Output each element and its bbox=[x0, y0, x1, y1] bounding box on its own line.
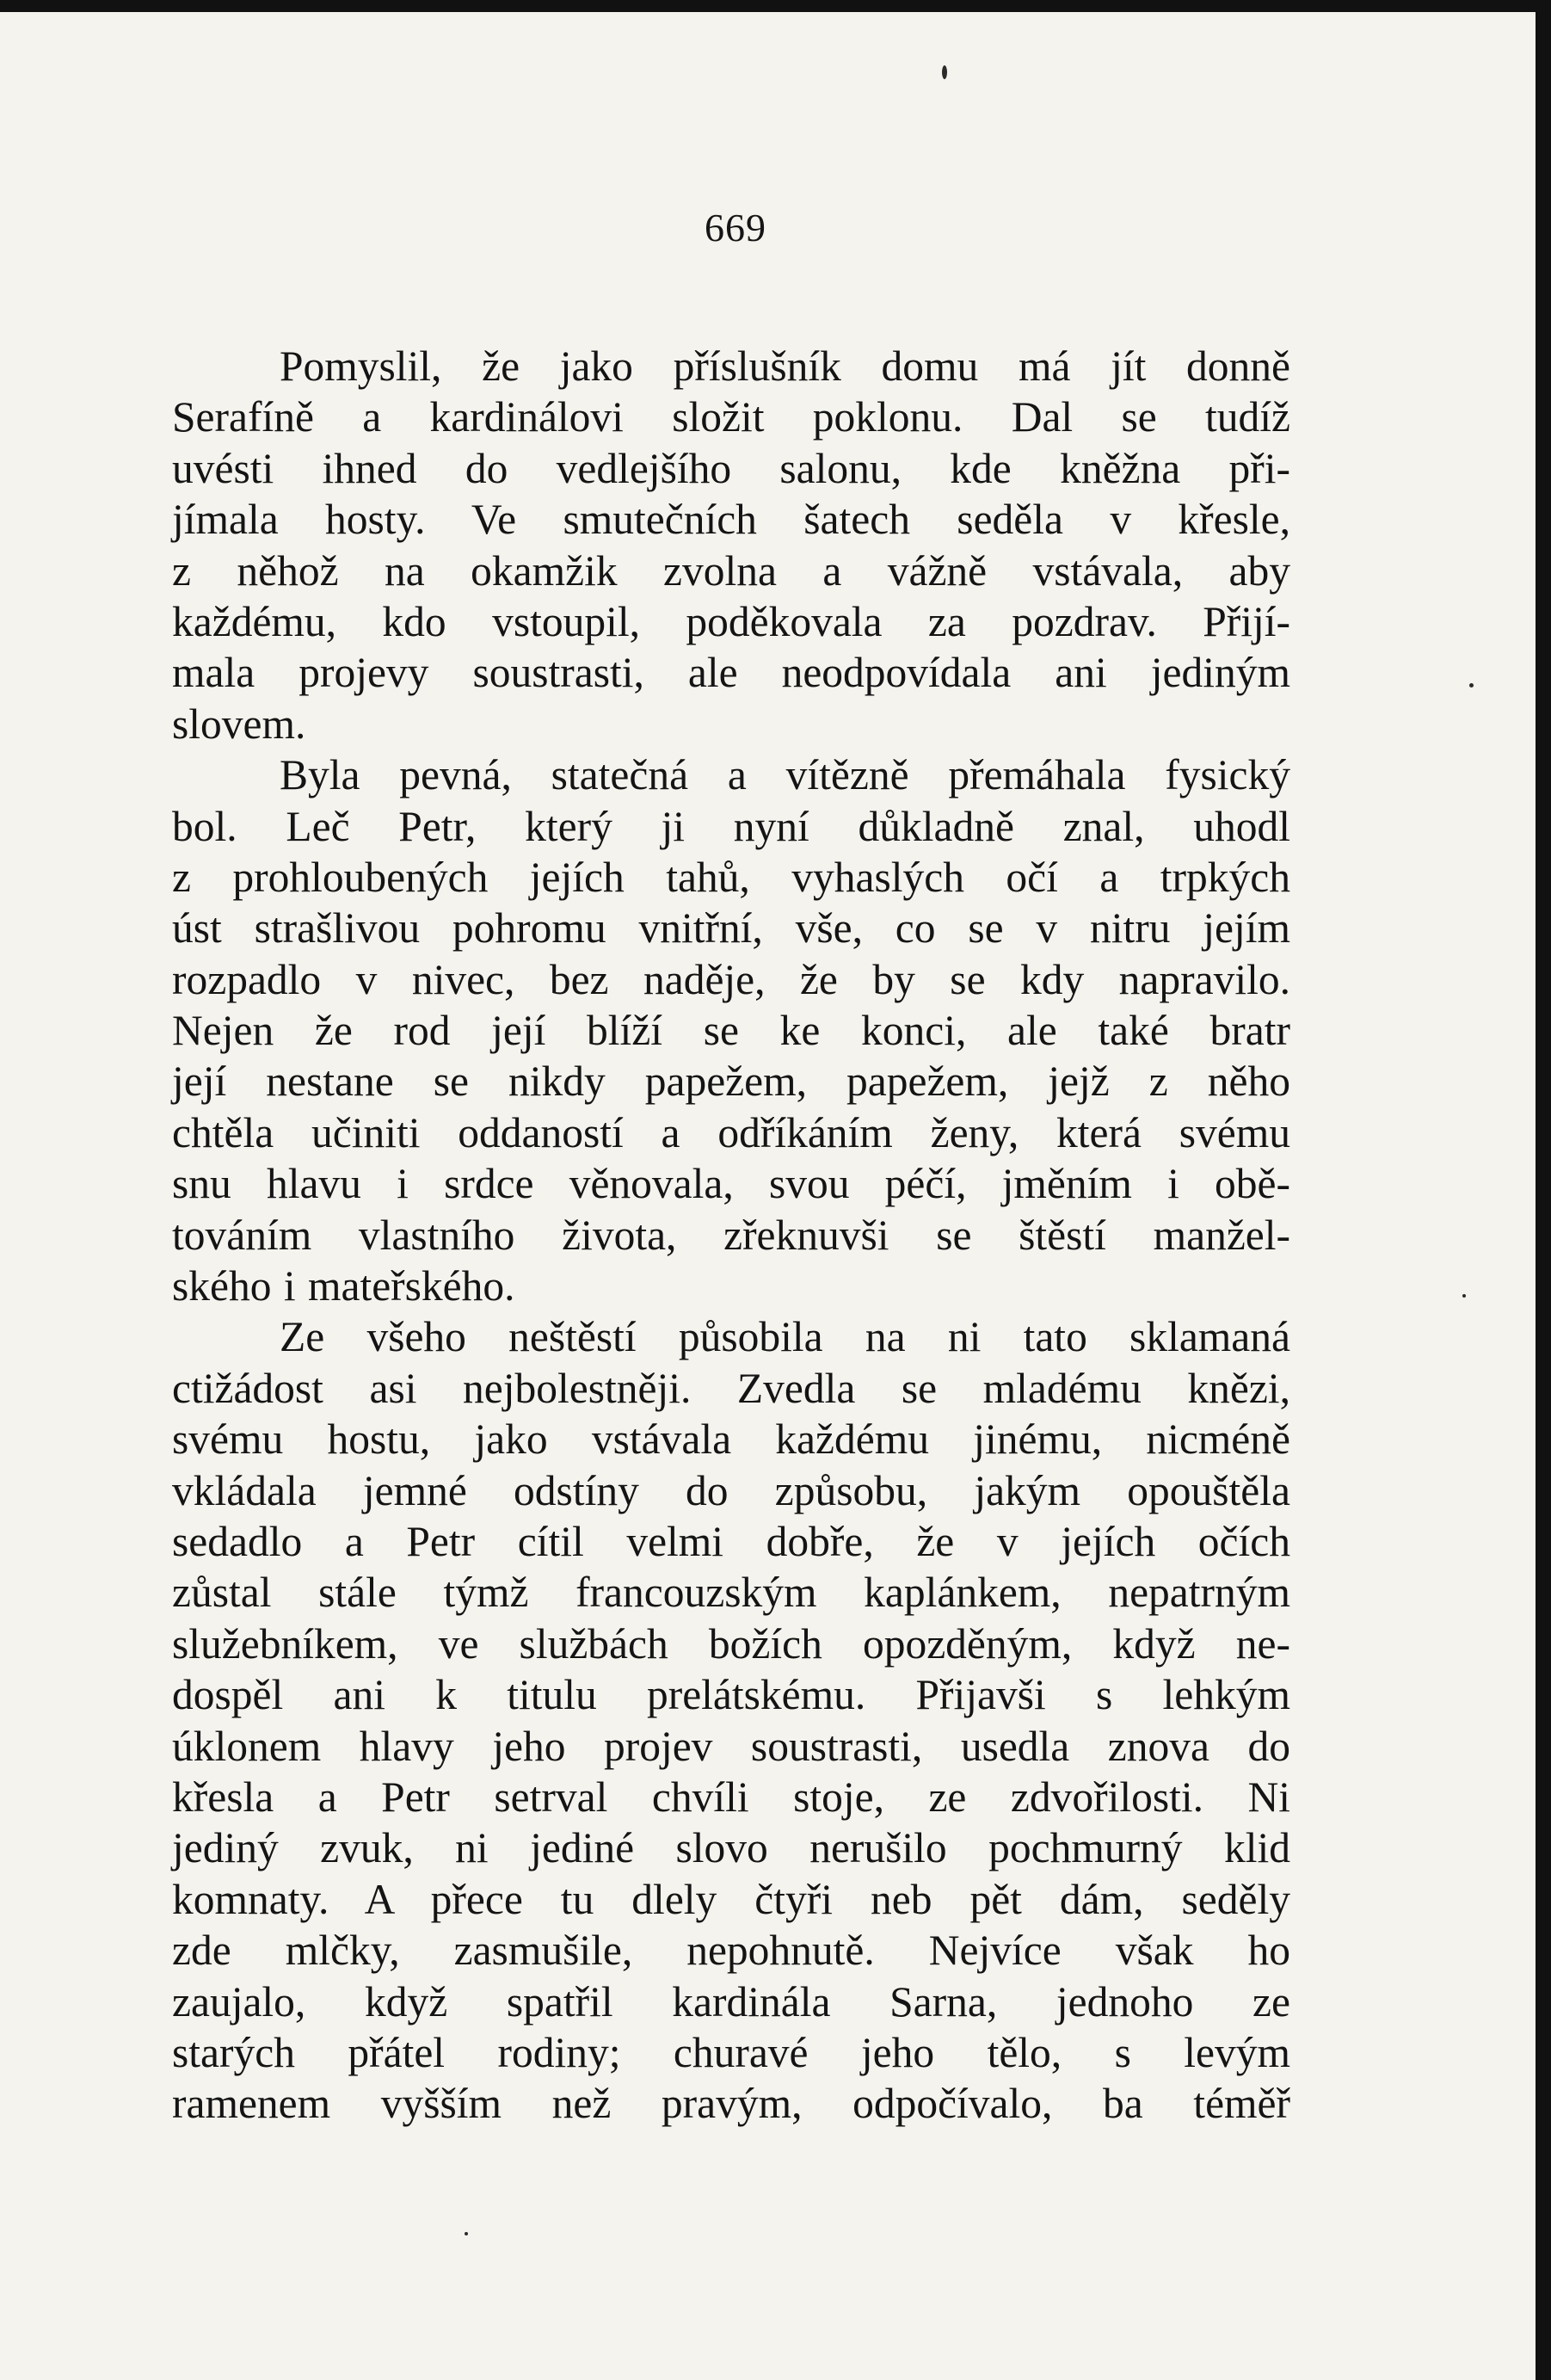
text-line: její nestane se nikdy papežem, papežem, jejž z něho bbox=[172, 1057, 1290, 1106]
text-line: Ze všeho neštěstí působila na ni tato sklamaná bbox=[280, 1313, 1290, 1361]
text-line: svému hostu, jako vstávala každému jinému, nicméně bbox=[172, 1415, 1290, 1464]
text-line: komnaty. A přece tu dlely čtyři neb pět dám, seděly bbox=[172, 1875, 1290, 1923]
text-line: každému, kdo vstoupil, poděkovala za pozdrav. Přijí- bbox=[172, 597, 1290, 645]
text-line: dospěl ani k titulu prelátskému. Přijavši s lehkým bbox=[172, 1671, 1290, 1719]
text-line: zde mlčky, zasmušile, nepohnutě. Nejvíce však ho bbox=[172, 1927, 1290, 1975]
text-line: slovem. bbox=[172, 700, 306, 748]
text-line: chtěla učiniti oddaností a odříkáním ženy, která svému bbox=[172, 1108, 1290, 1156]
scan-edge bbox=[1536, 0, 1551, 2380]
text-line: vkládala jemné odstíny do způsobu, jakým opouštěla bbox=[172, 1466, 1290, 1514]
text-line: starých přátel rodiny; churavé jeho tělo, s levým bbox=[172, 2028, 1290, 2076]
text-line: Byla pevná, statečná a vítězně přemáhala fysický bbox=[280, 751, 1290, 799]
scan-speck bbox=[465, 2232, 468, 2235]
text-line: Serafíně a kardinálovi složit poklonu. Dal se tudíž bbox=[172, 393, 1290, 441]
text-line: z prohloubených jejích tahů, vyhaslých očí a trpkých bbox=[172, 853, 1290, 901]
text-line: snu hlavu i srdce věnovala, svou péčí, jměním i obě- bbox=[172, 1160, 1290, 1208]
text-line: ctižádost asi nejbolestněji. Zvedla se mladému knězi, bbox=[172, 1364, 1290, 1412]
scan-speck bbox=[1462, 1294, 1466, 1298]
text-line: továním vlastního života, zřeknuvši se štěstí manžel- bbox=[172, 1211, 1290, 1259]
text-line: ského i mateřského. bbox=[172, 1262, 515, 1310]
body-text bbox=[172, 341, 1290, 2130]
text-line: jediný zvuk, ni jediné slovo nerušilo pochmurný klid bbox=[172, 1824, 1290, 1872]
text-line: úst strašlivou pohromu vnitřní, vše, co se v nitru jejím bbox=[172, 904, 1290, 953]
scan-speck bbox=[1469, 683, 1474, 687]
text-line: služebníkem, ve službách božích opozděným, když ne- bbox=[172, 1619, 1290, 1668]
text-line: ramenem vyšším než pravým, odpočívalo, ba téměř bbox=[172, 2080, 1290, 2128]
text-line: zaujalo, když spatřil kardinála Sarna, jednoho ze bbox=[172, 1977, 1290, 2025]
text-line: sedadlo a Petr cítil velmi dobře, že v jejích očích bbox=[172, 1517, 1290, 1565]
text-line: rozpadlo v nivec, bez naděje, že by se kdy napravilo. bbox=[172, 955, 1290, 1003]
text-line: uvésti ihned do vedlejšího salonu, kde kněžna při- bbox=[172, 444, 1290, 492]
text-line: mala projevy soustrasti, ale neodpovídala ani jediným bbox=[172, 649, 1290, 697]
text-line: Nejen že rod její blíží se ke konci, ale také bratr bbox=[172, 1007, 1290, 1055]
text-line: Pomyslil, že jako příslušník domu má jít donně bbox=[280, 342, 1290, 390]
text-line: jímala hosty. Ve smutečních šatech seděla v křesle, bbox=[172, 496, 1290, 544]
text-line: zůstal stále týmž francouzským kaplánkem, nepatrným bbox=[172, 1569, 1290, 1617]
page-number: 669 bbox=[705, 206, 766, 250]
text-line: z něhož na okamžik zvolna a vážně vstávala, aby bbox=[172, 546, 1290, 595]
text-line: křesla a Petr setrval chvíli stoje, ze zdvořilosti. Ni bbox=[172, 1773, 1290, 1821]
text-line: úklonem hlavy jeho projev soustrasti, usedla znova do bbox=[172, 1722, 1290, 1770]
text-line: bol. Leč Petr, který ji nyní důkladně znal, uhodl bbox=[172, 802, 1290, 850]
scan-speck bbox=[942, 65, 947, 79]
